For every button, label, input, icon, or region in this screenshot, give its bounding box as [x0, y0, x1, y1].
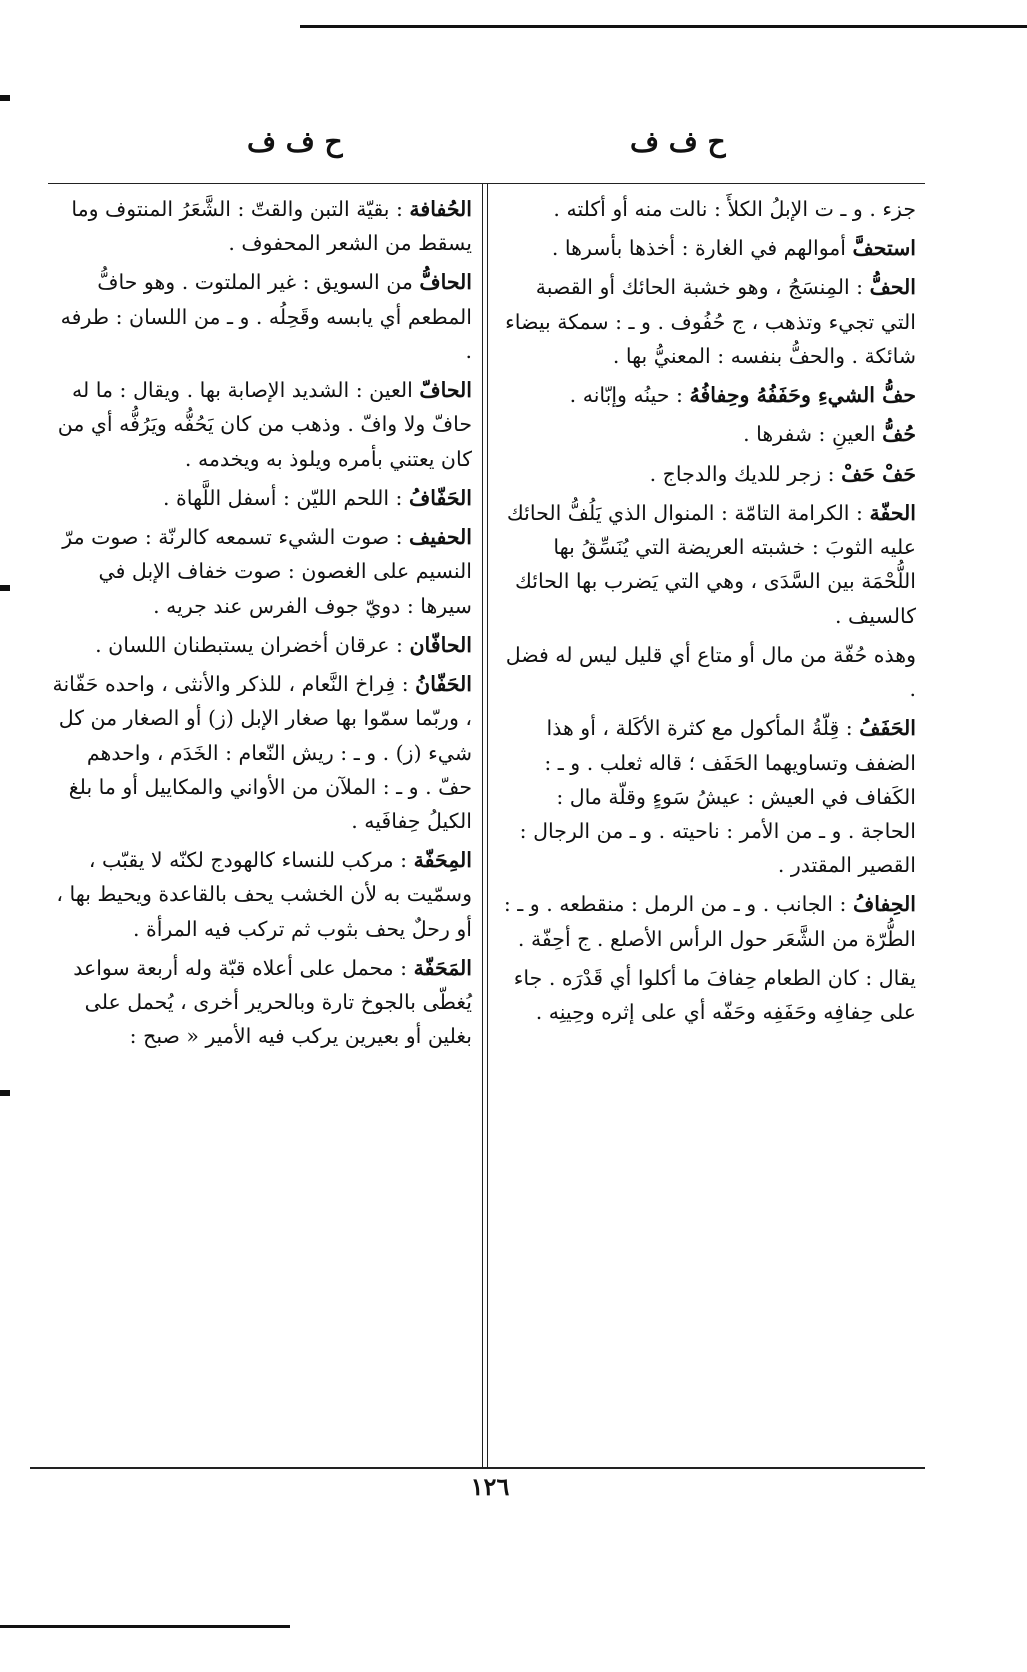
dictionary-entry [496, 711, 916, 882]
entry-headword: المِحَفّة [413, 848, 472, 873]
dictionary-entry [496, 961, 916, 1029]
entry-definition: : حينُه وإبّانه . [569, 383, 690, 408]
top-rule [300, 25, 1027, 28]
dictionary-entry [52, 265, 472, 368]
binding-mark [0, 585, 10, 591]
dictionary-entry [52, 628, 472, 662]
dictionary-entry [496, 496, 916, 633]
entry-headword: الحفُّ [869, 275, 916, 300]
entry-headword: الحَفّافُ [408, 485, 472, 510]
entry-definition: من السويق : غير الملتوت . وهو حافُّ المطعم أي يابسه وقَحِلُه . و ـ من اللسان : طرفه . [60, 270, 472, 363]
entry-headword: الحَفّانُ [415, 672, 472, 697]
entry-definition: : محمل على أعلاه قبّة وله أربعة سواعد يُغطّى بالجوخ تارة وبالحرير أخرى ، يُحمل على بغلين أو بعيرين يركب فيه الأمير « صبح : [73, 955, 472, 1049]
entry-headword: المَحَفّة [413, 955, 472, 980]
dictionary-entry [496, 887, 916, 955]
entry-definition: : صوت الشيء تسمعه كالرنّة : صوت مرّ النسيم على الغصون : صوت خفاف الإبل في سيرها : دويّ جوف الفرس عند جريه . [62, 525, 472, 618]
entry-headword: الحِفافُ [852, 892, 916, 917]
entry-definition: : الكرامة التامّة : المنوال الذي يَلُفُّ الحائك عليه الثوبَ : خشبته العريضة التي يُنَسِّقُ بها اللُّحْمَة بين السَّدَى ، وهي التي يَضرب بها الحائك كالسيف . [506, 500, 916, 628]
dictionary-entry [496, 457, 916, 491]
dictionary-entry [496, 231, 916, 265]
dictionary-entry [52, 520, 472, 623]
entry-definition: وهذه حُفّة من مال أو متاع أي قليل ليس له فضل . [505, 642, 916, 702]
entry-definition: : عرقان أخضران يستبطنان اللسان . [95, 632, 410, 657]
entry-headword: الحفيف [409, 525, 472, 550]
entry-headword: الحافّان [409, 632, 472, 657]
dictionary-entry [496, 638, 916, 706]
entry-definition: : زجر للديك والدجاج . [649, 461, 842, 486]
running-header-right: ح ف ف [630, 125, 726, 158]
bottom-rule [0, 1625, 290, 1628]
entry-definition: : الجانب . و ـ من الرمل : منقطعه . و ـ : الطُّرّة من الشَّعَر حول الرأس الأصلع . ج أحِفّة . [503, 892, 916, 951]
dictionary-entry [496, 270, 916, 373]
entry-headword: الحافُّ [419, 270, 472, 295]
entry-headword: استحفَّ [852, 236, 916, 261]
entry-definition: : بقيّة التبن والقتّ : الشَّعَرُ المنتوف وما يسقط من الشعر المحفوف . [71, 197, 472, 256]
right-column [496, 192, 916, 1034]
binding-mark [0, 95, 10, 101]
frame-bottom-rule [30, 1467, 925, 1469]
entry-definition: : فِراخ النَّعام ، للذكر والأنثى ، واحده حَفّانة ، وربّما سمّوا بها صغار الإبل (ز) أو الصغار من كل شيء (ز) . و ـ : ريش النّعام : الخَدَم ، واحدهم حفّ . و ـ : الملآن من الأواني والمكاييل أو ما بلغ الكيلُ حِفافَيه . [52, 672, 472, 833]
page-number: ١٢٦ [470, 1472, 510, 1501]
dictionary-entry [52, 667, 472, 838]
running-header-left: ح ف ف [247, 125, 343, 158]
entry-headword: الحفّة [869, 500, 916, 525]
dictionary-entry [496, 417, 916, 451]
column-divider [482, 183, 488, 1467]
dictionary-entry [52, 192, 472, 260]
entry-headword: الحَفَفُ [859, 716, 916, 741]
dictionary-entry [52, 951, 472, 1054]
dictionary-entry [52, 481, 472, 515]
entry-headword: حَفْ حَفْ [841, 461, 916, 486]
dictionary-entry [52, 373, 472, 476]
entry-definition: يقال : كان الطعام حِفافَ ما أكلوا أي قَدْرَه . جاء على حِفافِه وحَفَفِه وحَفّه أي على إثره وحِينِه . [513, 965, 916, 1025]
left-column [52, 192, 472, 1059]
entry-definition: : قِلّةُ المأكول مع كثرة الأكَلة ، أو هذا الضفف وتساويهما الحَفَف ؛ قاله ثعلب . و ـ : الكَفاف في العيش : عيشُ سَوءٍ وقلّة مال : الحاجة . و ـ من الأمر : ناحيته . و ـ من الرجال : القصير المقتدر . [519, 716, 916, 878]
dictionary-entry [496, 192, 916, 226]
entry-headword: الحافّ [419, 378, 472, 403]
dictionary-entry [496, 378, 916, 412]
entry-definition: العين : الشديد الإصابة بها . ويقال : ما له حافّ ولا وافّ . وذهب من كان يَحُفُّه ويَرُفُّه أي من كان يعتني بأمره ويلوذ به ويخدمه . [57, 378, 472, 471]
entry-definition: أموالهم في الغارة : أخذها بأسرها . [551, 236, 853, 261]
entry-headword: حُفُّ [882, 422, 916, 447]
entry-definition: : مركب للنساء كالهودج لكنّه لا يقبّب ، وسمّيت به لأن الخشب يحف بالقاعدة ويحيط بها ، أو رحلٌ يحف بثوب ثم تركب فيه المرأة . [56, 848, 472, 941]
entry-definition: : المِنسَجُ ، وهو خشبة الحائك أو القصبة التي تجيء وتذهب ، ج حُفُوف . و ـ : سمكة بيضاء شائكة . والحفُّ بنفسه : المعنيُّ بها . [505, 275, 916, 368]
entry-definition: العينِ : شفرها . [743, 422, 883, 447]
entry-definition: : اللحم الليّن : أسفل اللَّهاة . [162, 485, 409, 510]
entry-definition: جزء . و ـ ت الإبلُ الكلأَ : نالت منه أو أكلته . [553, 197, 916, 221]
entry-headword: حفُّ الشيءِ وحَفَفُهُ وحِفافُهُ [689, 383, 916, 408]
dictionary-entry [52, 843, 472, 946]
binding-mark [0, 1090, 10, 1096]
entry-headword: الحُفافة [409, 197, 472, 221]
